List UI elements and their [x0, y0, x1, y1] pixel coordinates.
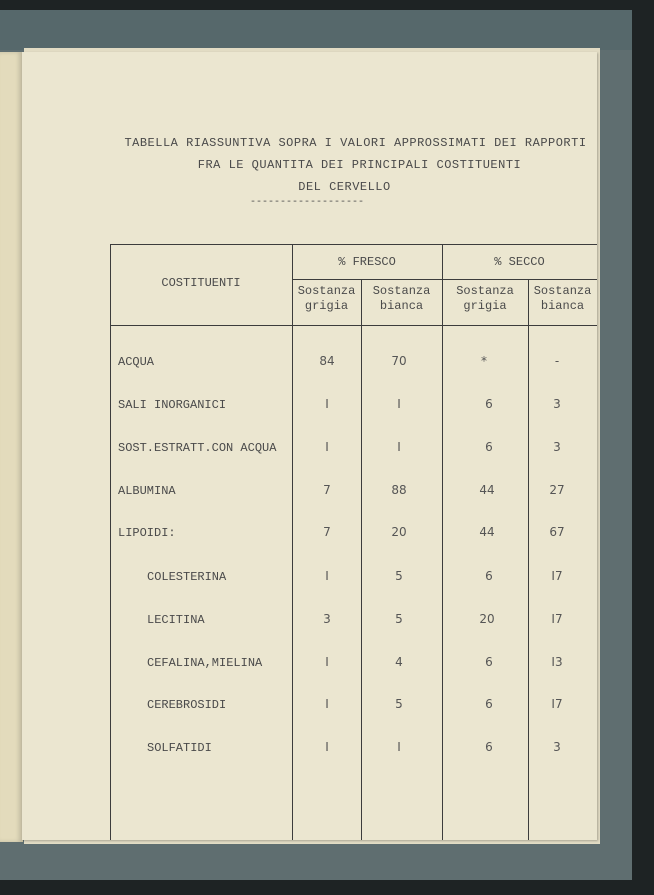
title-separator: -------------------: [250, 197, 365, 208]
col-divider-2: [361, 279, 362, 840]
header-costituenti: COSTITUENTI: [161, 276, 241, 290]
cell-value: I3: [551, 655, 563, 669]
cell-value: -: [554, 354, 560, 368]
row-label: CEFALINA,MIELINA: [147, 656, 263, 670]
header-secco: % SECCO: [494, 255, 545, 269]
cell-value: 3: [553, 397, 561, 411]
group-header-underline: [292, 279, 597, 280]
cell-value: 20: [479, 612, 495, 626]
row-label: SOLFATIDI: [147, 741, 212, 755]
header-fresco: % FRESCO: [338, 255, 396, 269]
row-label: COLESTERINA: [147, 570, 227, 584]
cell-value: 5: [395, 697, 403, 711]
cell-value: I: [397, 440, 401, 454]
cell-value: 5: [395, 569, 403, 583]
document-title: [102, 132, 597, 198]
subheader-secco-bianca: Sostanza bianca: [533, 284, 592, 313]
cell-value: 6: [485, 569, 493, 583]
cell-value: I7: [551, 569, 563, 583]
cell-value: I: [325, 569, 329, 583]
cell-value: 6: [485, 740, 493, 754]
table-left-border: [110, 244, 111, 840]
document-page: [22, 52, 597, 840]
col-divider-3: [442, 244, 443, 840]
cell-value: *: [481, 354, 487, 368]
row-label: LIPOIDI:: [118, 526, 176, 540]
cell-value: 3: [553, 440, 561, 454]
left-page-edge: [0, 52, 23, 842]
cell-value: I7: [551, 612, 563, 626]
subheader-fresco-bianca: Sostanza bianca: [372, 284, 431, 313]
cell-value: I: [397, 397, 401, 411]
cell-value: I: [325, 655, 329, 669]
cell-value: 6: [485, 440, 493, 454]
folder-top-edge: [0, 10, 632, 50]
title-line-1: TABELLA RIASSUNTIVA SOPRA I VALORI APPROSSIMATI DEI RAPPORTI: [124, 136, 587, 150]
header-bottom-border: [110, 325, 597, 326]
cell-value: I: [325, 440, 329, 454]
cell-value: 5: [395, 612, 403, 626]
cell-value: 4: [395, 655, 403, 669]
cell-value: 7: [323, 483, 331, 497]
cell-value: 20: [391, 525, 407, 539]
subheader-fresco-grigia: Sostanza grigia: [297, 284, 356, 313]
row-label: LECITINA: [147, 613, 205, 627]
cell-value: 44: [479, 483, 495, 497]
cell-value: 67: [549, 525, 565, 539]
cell-value: I: [397, 740, 401, 754]
cell-value: 27: [549, 483, 565, 497]
cell-value: 7: [323, 525, 331, 539]
row-label: SOST.ESTRATT.CON ACQUA: [118, 441, 277, 455]
title-line-3: DEL CERVELLO: [298, 180, 391, 194]
row-label: CEREBROSIDI: [147, 698, 227, 712]
title-line-2: FRA LE QUANTITA DEI PRINCIPALI COSTITUENTI: [197, 158, 522, 172]
cell-value: 6: [485, 655, 493, 669]
cell-value: 44: [479, 525, 495, 539]
row-label: ALBUMINA: [118, 484, 176, 498]
cell-value: 3: [323, 612, 331, 626]
cell-value: 3: [553, 740, 561, 754]
col-divider-1: [292, 244, 293, 840]
subheader-secco-grigia: Sostanza grigia: [456, 284, 514, 313]
row-label: ACQUA: [118, 355, 155, 369]
cell-value: I: [325, 740, 329, 754]
cell-value: I7: [551, 697, 563, 711]
cell-value: 6: [485, 697, 493, 711]
cell-value: 84: [319, 354, 335, 368]
row-label: SALI INORGANICI: [118, 398, 227, 412]
cell-value: I: [325, 697, 329, 711]
cell-value: 88: [391, 483, 407, 497]
cell-value: I: [325, 397, 329, 411]
cell-value: 70: [391, 354, 407, 368]
cell-value: 6: [485, 397, 493, 411]
table-top-border: [110, 244, 597, 245]
